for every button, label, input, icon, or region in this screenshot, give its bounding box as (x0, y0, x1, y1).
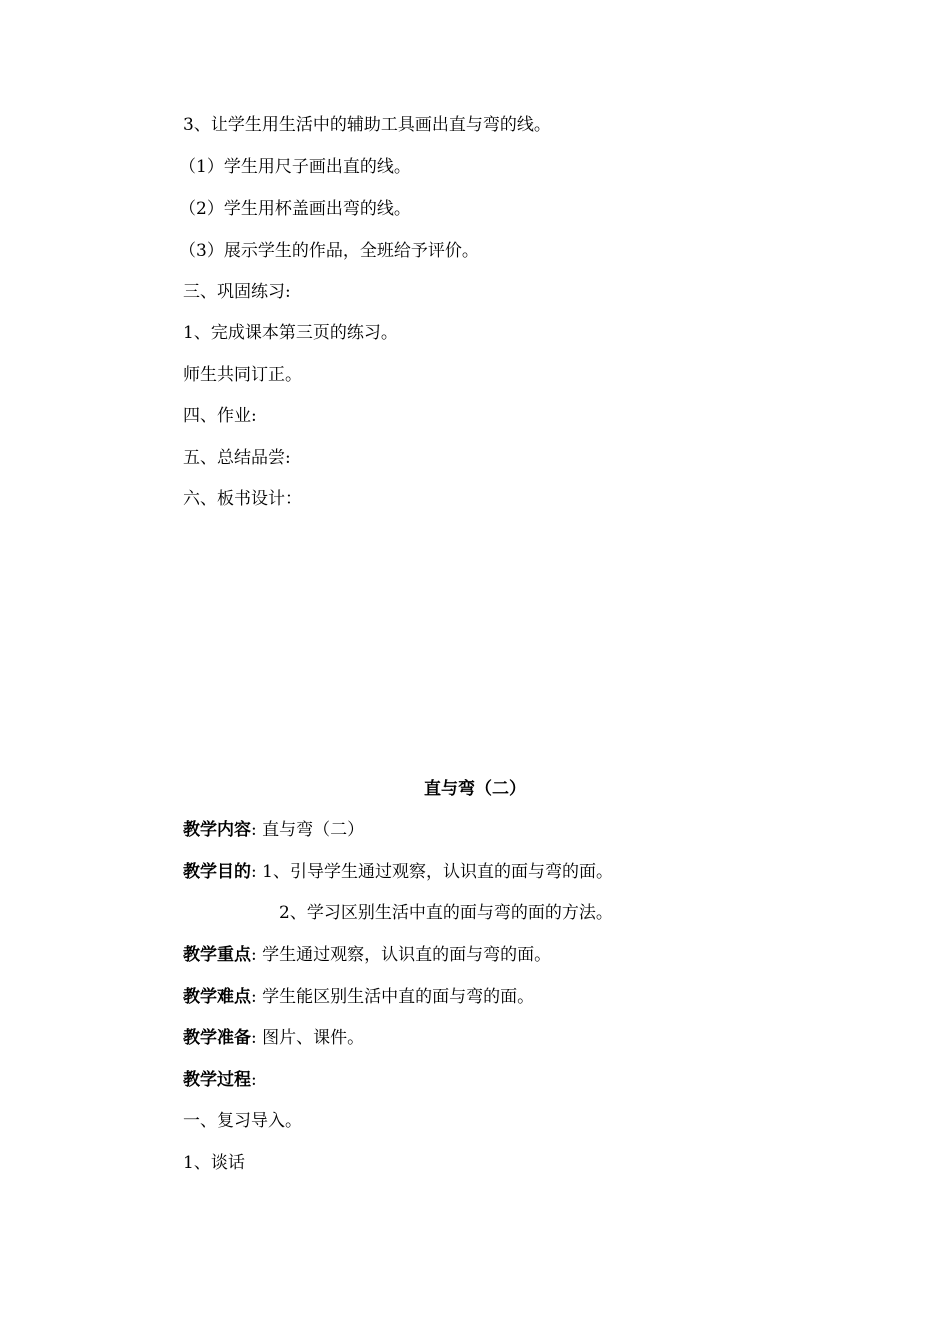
difficulty-row (183, 986, 534, 1008)
difficulty-label: 教学难点 (183, 987, 251, 1007)
review-heading: 一、复习导入。 (183, 1111, 302, 1131)
content-label: 教学内容 (183, 820, 251, 840)
step-3-2: （2）学生用杯盖画出弯的线。 (179, 199, 411, 219)
talk-line: 1、谈话 (183, 1153, 245, 1173)
key-label: 教学重点 (183, 945, 251, 965)
section-5-heading: 五、总结品尝: (183, 448, 291, 468)
difficulty-value: : 学生能区别生活中直的面与弯的面。 (251, 987, 535, 1007)
step-3: 3、让学生用生活中的辅助工具画出直与弯的线。 (183, 115, 551, 135)
process-value: : (251, 1070, 257, 1090)
key-row (183, 944, 551, 966)
content-value: : 直与弯（二） (251, 820, 365, 840)
section-3-heading: 三、巩固练习: (183, 282, 291, 302)
process-label: 教学过程 (183, 1070, 251, 1090)
prep-row (183, 1027, 364, 1049)
process-row (183, 1069, 257, 1091)
key-value: : 学生通过观察，认识直的面与弯的面。 (251, 945, 552, 965)
goal-label: 教学目的 (183, 862, 251, 882)
step-3-1: （1）学生用尺子画出直的线。 (179, 157, 411, 177)
correction-line: 师生共同订正。 (183, 365, 302, 385)
goal-value-2: 2、学习区别生活中直的面与弯的面的方法。 (279, 903, 613, 923)
lesson-title: 直与弯（二） (424, 779, 526, 799)
section-4-heading: 四、作业: (183, 406, 257, 426)
section-6-heading: 六、板书设计： (183, 489, 302, 509)
goal-row (183, 861, 613, 883)
step-3-3: （3）展示学生的作品，全班给予评价。 (179, 241, 479, 261)
content-row (183, 819, 364, 841)
prep-label: 教学准备 (183, 1028, 251, 1048)
prep-value: : 图片、课件。 (251, 1028, 365, 1048)
goal-value-1: : 1、引导学生通过观察，认识直的面与弯的面。 (251, 862, 613, 882)
practice-1: 1、完成课本第三页的练习。 (183, 323, 398, 343)
